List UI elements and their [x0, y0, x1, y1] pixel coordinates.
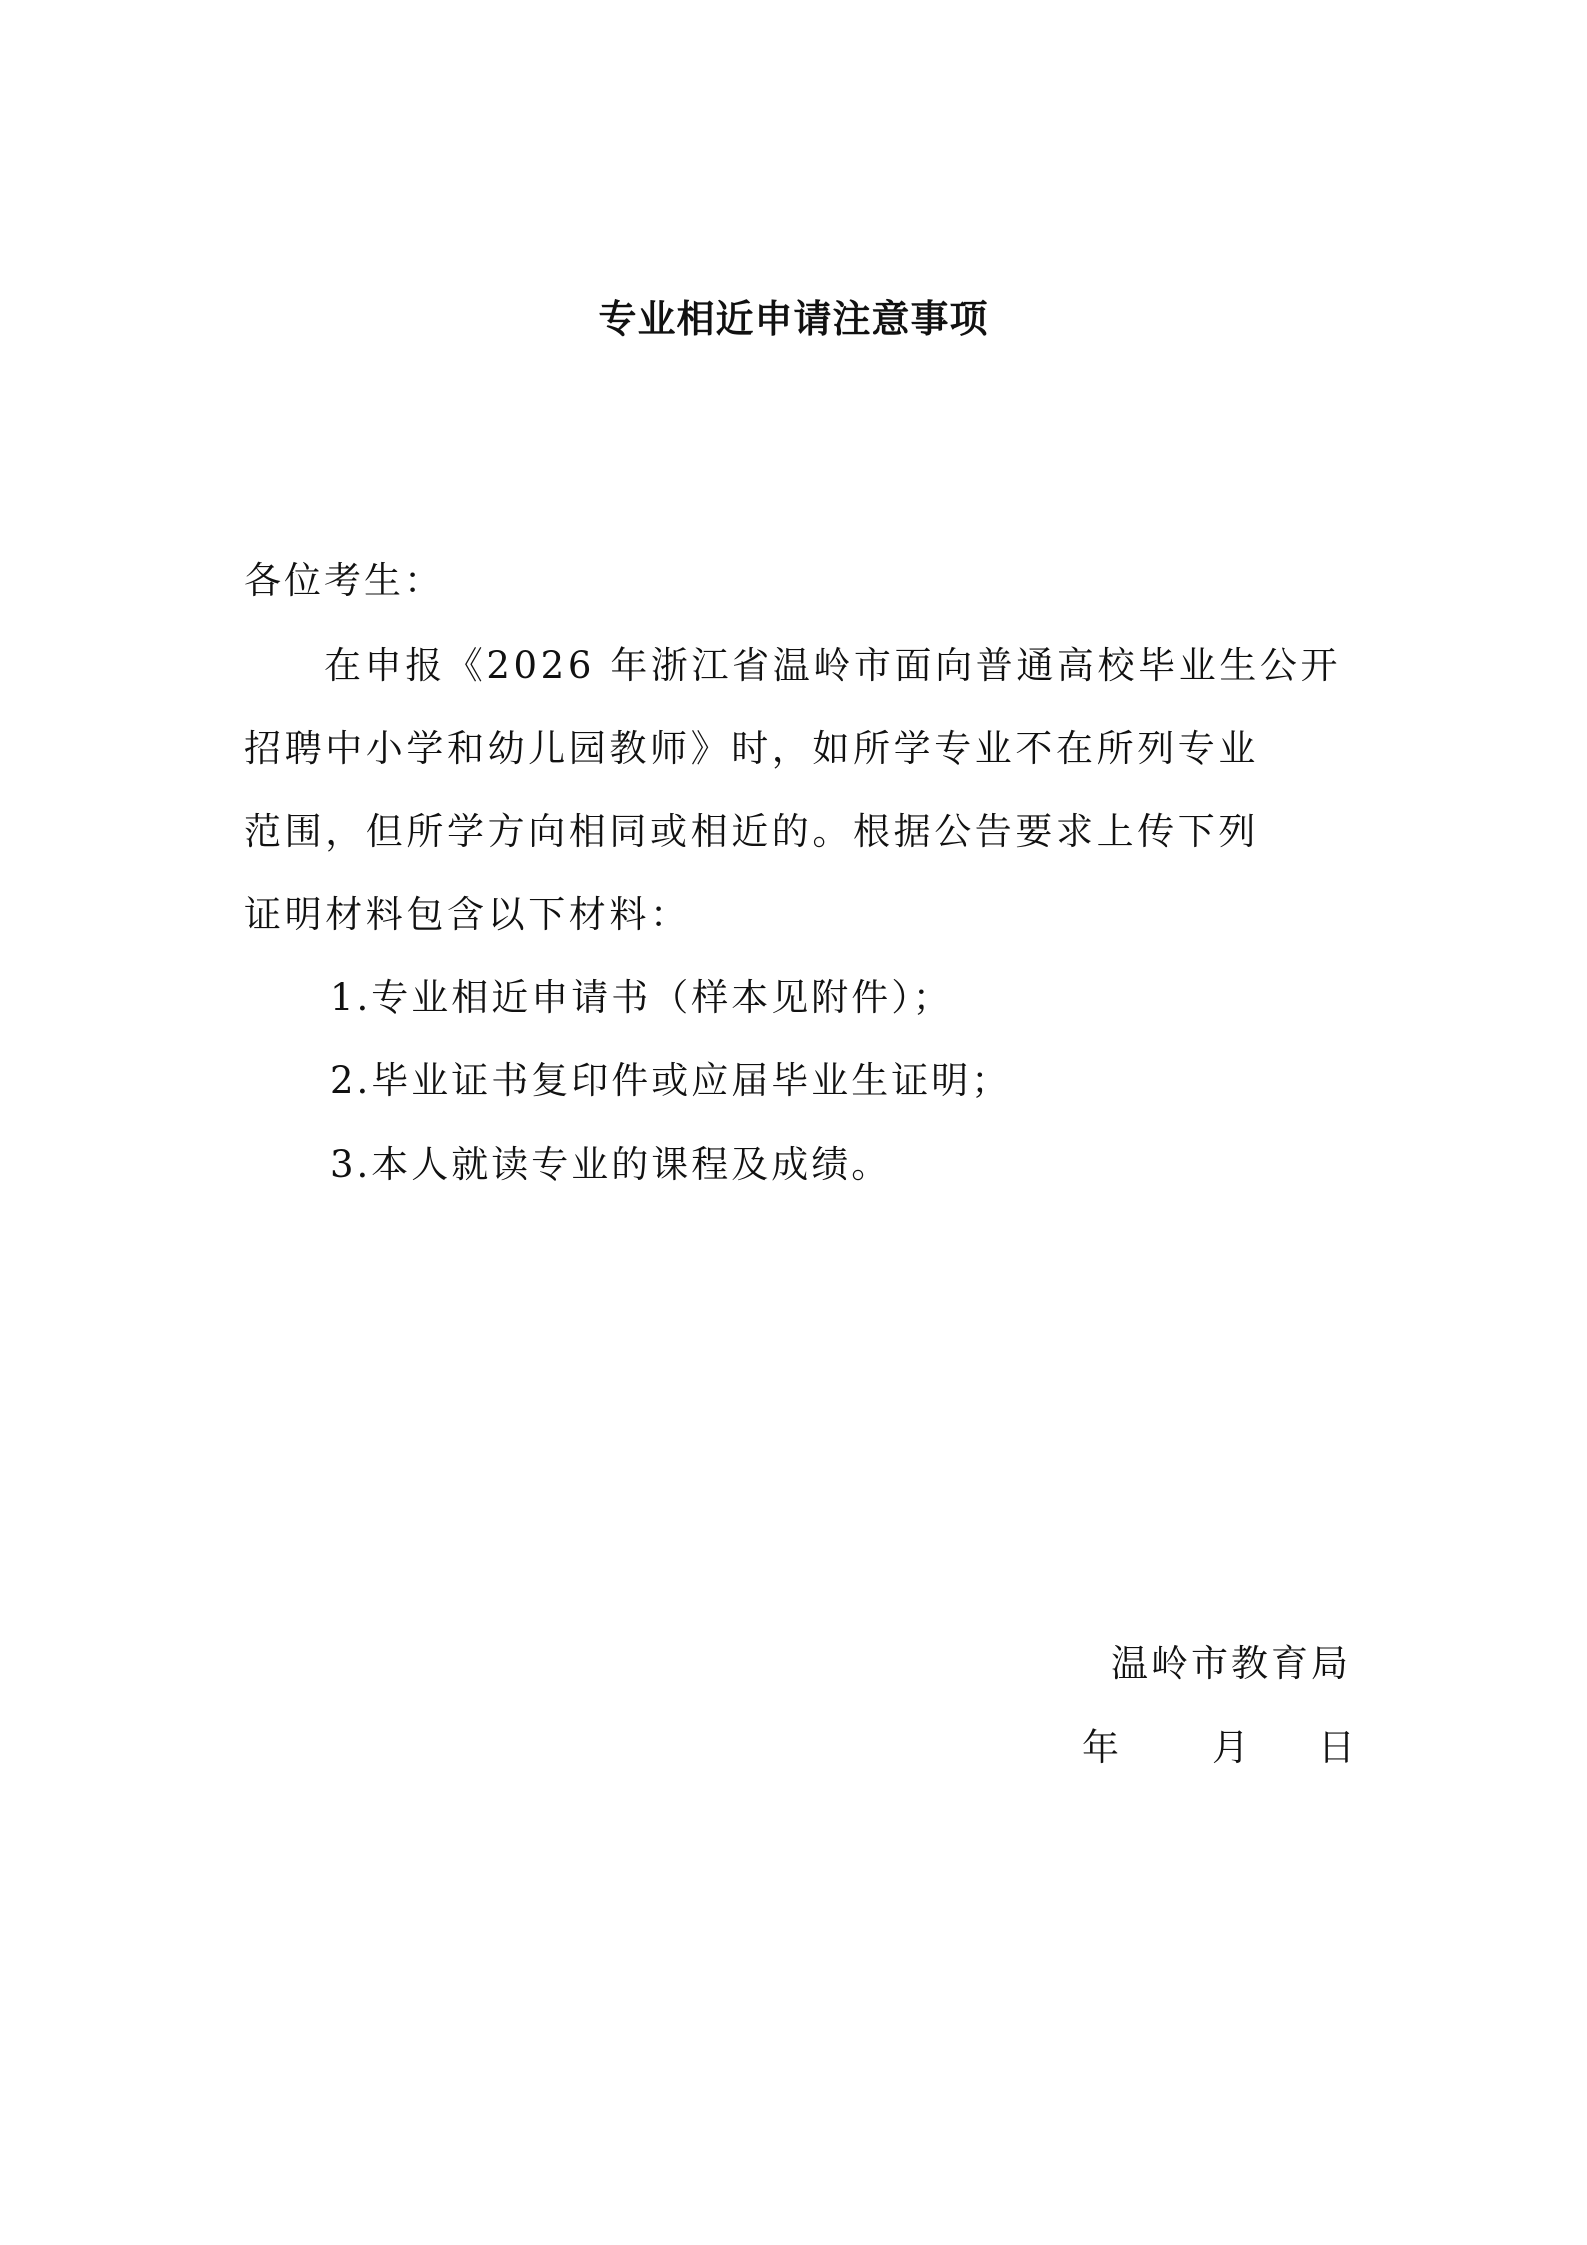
list-item-2: 2.毕业证书复印件或应届毕业生证明；	[330, 1059, 1012, 1102]
date-day-label: 日	[1318, 1726, 1355, 1769]
paragraph-line-4: 证明材料包含以下材料：	[244, 893, 691, 936]
issuer-name: 温岭市教育局	[1111, 1642, 1351, 1685]
date-month-label: 月	[1212, 1726, 1249, 1769]
list-item-1: 1.专业相近申请书（样本见附件）；	[330, 976, 953, 1019]
salutation: 各位考生：	[244, 559, 444, 602]
date-year-label: 年	[1082, 1726, 1119, 1769]
paragraph-line-1: 在申报《2026 年浙江省温岭市面向普通高校毕业生公开	[324, 644, 1342, 687]
list-item-3: 3.本人就读专业的课程及成绩。	[330, 1143, 892, 1186]
document-title: 专业相近申请注意事项	[598, 296, 989, 341]
paragraph-line-2: 招聘中小学和幼儿园教师》时，如所学专业不在所列专业	[244, 727, 1259, 770]
paragraph-line-3: 范围，但所学方向相同或相近的。根据公告要求上传下列	[244, 810, 1259, 853]
